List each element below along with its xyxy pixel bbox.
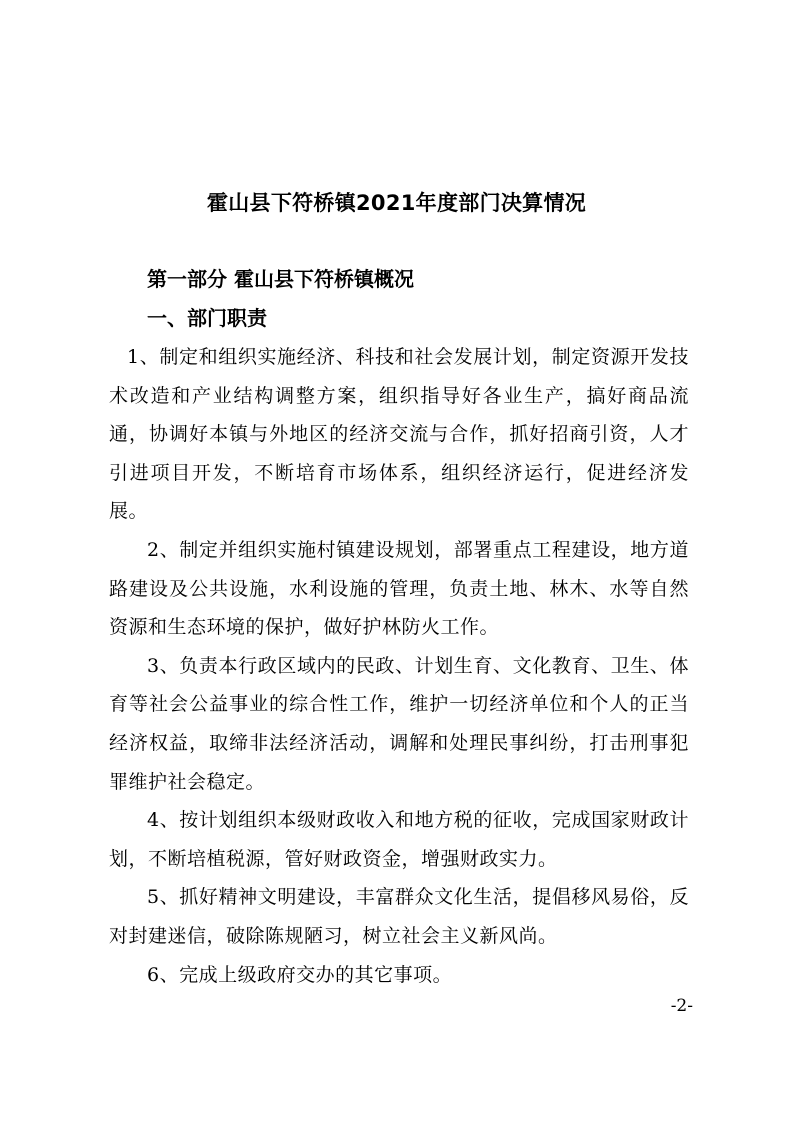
part-heading: 第一部分 霍山县下符桥镇概况 xyxy=(147,267,414,291)
document-title: 霍山县下符桥镇2021年度部门决算情况 xyxy=(206,191,587,215)
section-body xyxy=(109,338,689,994)
page-number: -2- xyxy=(670,996,693,1016)
paragraph-duty-1: 1、制定和组织实施经济、科技和社会发展计划，制定资源开发技术改造和产业结构调整方案，组织指导好各业生产，搞好商品流通，协调好本镇与外地区的经济交流与合作，抓好招商引资，人才引进项目开发，不断培育市场体系，组织经济运行，促进经济发展。 xyxy=(109,346,689,523)
paragraph-duty-5: 5、抓好精神文明建设，丰富群众文化生活，提倡移风易俗，反对封建迷信，破除陈规陋习，树立社会主义新风尚。 xyxy=(109,886,689,947)
section-heading: 一、部门职责 xyxy=(147,306,267,330)
paragraph-duty-4: 4、按计划组织本级财政收入和地方税的征收，完成国家财政计划，不断培植税源，管好财政资金，增强财政实力。 xyxy=(109,809,689,870)
paragraph-duty-2: 2、制定并组织实施村镇建设规划，部署重点工程建设，地方道路建设及公共设施，水利设施的管理，负责土地、林木、水等自然资源和生态环境的保护，做好护林防火工作。 xyxy=(109,538,689,639)
paragraph-duty-6: 6、完成上级政府交办的其它事项。 xyxy=(147,963,453,986)
paragraph-duty-3: 3、负责本行政区域内的民政、计划生育、文化教育、卫生、体育等社会公益事业的综合性工作，维护一切经济单位和个人的正当经济权益，取缔非法经济活动，调解和处理民事纠纷，打击刑事犯罪维护社会稳定。 xyxy=(109,654,689,793)
